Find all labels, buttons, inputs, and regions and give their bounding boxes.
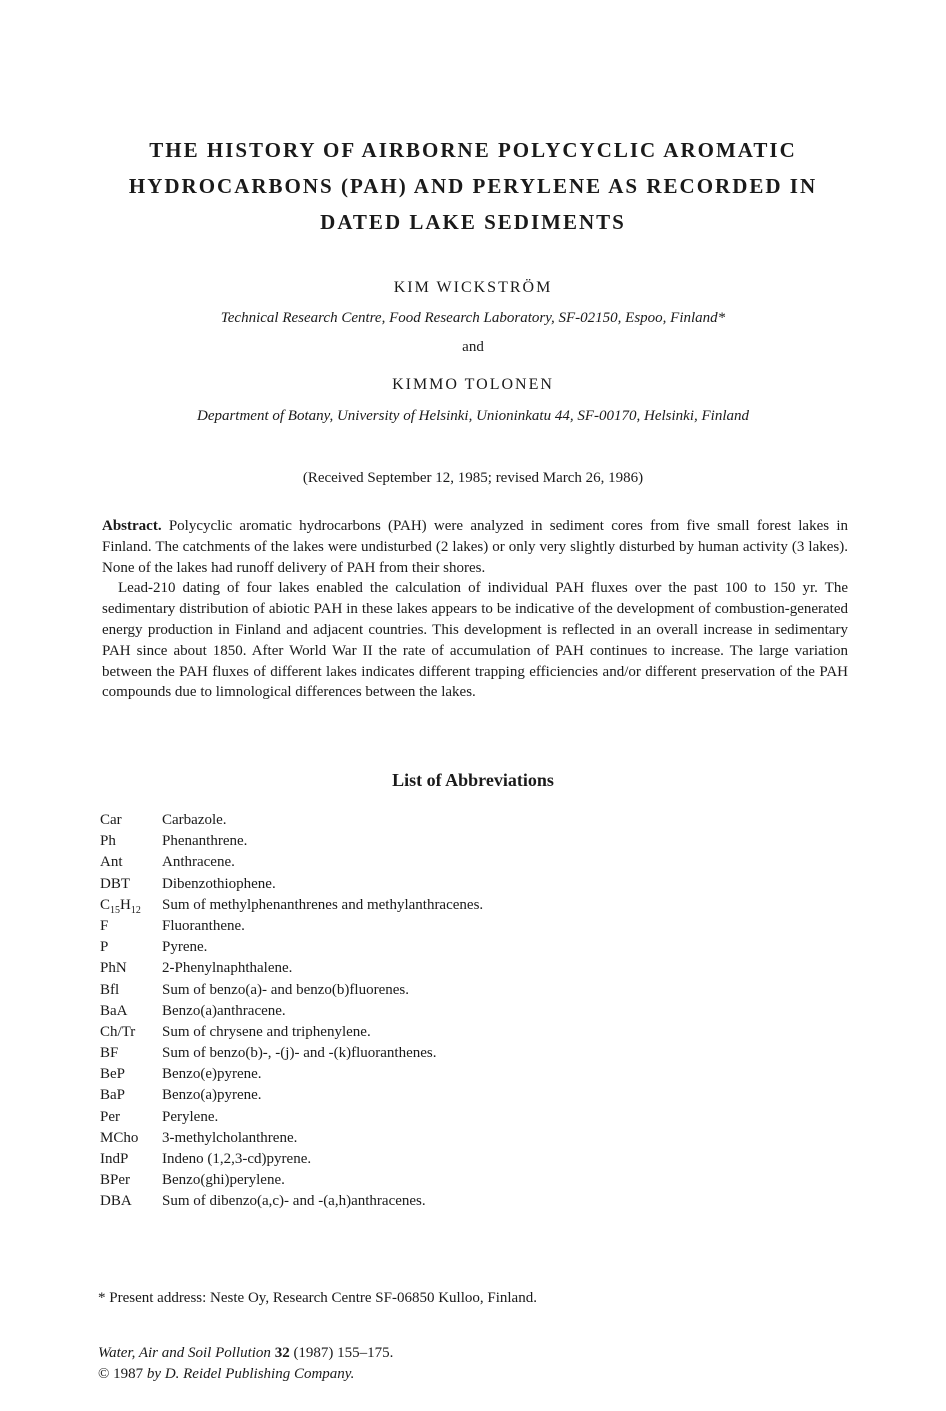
formula-element-h: H — [120, 896, 131, 913]
abbreviation-row — [100, 1022, 700, 1043]
abbreviations-heading: List of Abbreviations — [392, 770, 554, 790]
formula-subscript-12: 12 — [130, 904, 141, 916]
abbreviation-definition: Sum of benzo(b)-, -(j)- and -(k)fluoranthenes. — [162, 1045, 437, 1062]
abbreviation-row — [100, 937, 700, 958]
paper-title — [0, 132, 946, 240]
abbreviation-definition: Dibenzothiophene. — [162, 875, 276, 892]
abbreviation-row — [100, 1170, 700, 1191]
abbreviation-row — [100, 1149, 700, 1170]
footnote: * Present address: Neste Oy, Research Centre SF-06850 Kulloo, Finland. — [98, 1290, 537, 1306]
abbreviation-code: Car — [100, 812, 122, 828]
abbreviation-row — [100, 810, 700, 831]
abbreviation-code: BeP — [100, 1066, 126, 1083]
journal-name: Water, Air and Soil Pollution — [98, 1345, 271, 1361]
abbreviation-definition: Sum of chrysene and triphenylene. — [162, 1023, 371, 1040]
abbreviation-row — [100, 1191, 700, 1212]
abbreviation-definition: Indeno (1,2,3-cd)pyrene. — [162, 1151, 312, 1167]
author-separator: and — [462, 339, 484, 355]
author-2-affiliation: Department of Botany, University of Helsinki, Unioninkatu 44, SF-00170, Helsinki, Finland — [196, 408, 749, 424]
author-1-affiliation: Technical Research Centre, Food Research Laboratory, SF-02150, Espoo, Finland* — [220, 310, 726, 326]
abbreviation-code: Ph — [100, 833, 116, 850]
abbreviation-row — [100, 980, 700, 1001]
abbreviation-definition: Sum of benzo(a)- and benzo(b)fluorenes. — [162, 981, 409, 998]
title-line-1: THE HISTORY OF AIRBORNE POLYCYCLIC AROMATIC — [149, 138, 797, 162]
journal-citation — [98, 1343, 393, 1385]
author-2-name: KIMMO TOLONEN — [392, 376, 554, 393]
abbreviation-definition: Sum of dibenzo(a,c)- and -(a,h)anthracenes. — [162, 1193, 426, 1210]
journal-volume: 32 — [274, 1345, 290, 1361]
abbreviation-definition: Benzo(e)pyrene. — [162, 1066, 262, 1083]
author-1-name: KIM WICKSTRÖM — [393, 279, 553, 296]
title-line-2: HYDROCARBONS (PAH) AND PERYLENE AS RECORDED IN — [128, 174, 818, 198]
abbreviation-code: F — [100, 917, 109, 934]
abbreviation-code: MCho — [100, 1129, 139, 1146]
abbreviation-code: Per — [100, 1108, 120, 1125]
abbreviation-definition: Benzo(a)pyrene. — [162, 1087, 262, 1104]
formula-element-c: C — [100, 896, 111, 913]
abbreviation-definition: Pyrene. — [162, 939, 208, 956]
publisher: by D. Reidel Publishing Company. — [146, 1366, 355, 1382]
abbreviation-definition: Perylene. — [162, 1108, 219, 1125]
abbreviation-row — [100, 1107, 700, 1128]
abbreviation-definition: Benzo(a)anthracene. — [162, 1002, 286, 1019]
abbreviation-code: Ant — [100, 854, 123, 871]
abbreviation-definition: Benzo(ghi)perylene. — [162, 1172, 285, 1189]
abbreviation-row — [100, 874, 700, 895]
abbreviation-code: BF — [100, 1045, 119, 1062]
abbreviation-definition: Phenanthrene. — [162, 833, 248, 850]
abbreviation-row — [100, 916, 700, 937]
abbreviation-row — [100, 852, 700, 873]
abstract-label: Abstract. — [102, 518, 162, 534]
abbreviation-row — [100, 1043, 700, 1064]
abbreviation-code: DBA — [100, 1193, 132, 1210]
abstract-paragraph-1 — [102, 516, 848, 578]
abbreviation-row — [100, 895, 700, 916]
formula-subscript-15: 15 — [110, 904, 121, 916]
abstract-paragraph-2: Lead-210 dating of four lakes enabled the calculation of individual PAH fluxes over the past 100 to 150 yr. The sedimentary distribution of abiotic PAH in these lakes appears to be indicative of the development of combustion-generated energy production in Finland and adjacent countries. This development is reflected in an overall increase in sedimentary PAH since about 1850. After World War II the rate of accumulation of PAH continues to increase. The large variation between the PAH fluxes of different lakes indicates different trapping efficiencies and/or different preservation of the PAH compounds due to limnological differences between the lakes. — [102, 580, 848, 701]
abbreviation-code: Bfl — [100, 981, 120, 998]
abbreviation-code: DBT — [100, 875, 130, 892]
abbreviation-row — [100, 958, 700, 979]
abbreviations-list — [100, 810, 700, 1213]
abbreviation-row — [100, 1001, 700, 1022]
abbreviation-code: Ch/Tr — [100, 1023, 136, 1040]
abbreviation-definition: Fluoranthene. — [162, 917, 245, 934]
abbreviation-code: BPer — [100, 1172, 130, 1189]
abbreviation-definition: Carbazole. — [162, 812, 227, 828]
abbreviation-code: PhN — [100, 960, 127, 977]
abstract-text-1: Polycyclic aromatic hydrocarbons (PAH) were analyzed in sediment cores from five small forest lakes in Finland. The catchments of the lakes were undisturbed (2 lakes) or only very slightly disturbed by human activity (3 lakes). None of the lakes had runoff delivery of PAH from their shores. — [102, 518, 848, 576]
journal-line — [98, 1343, 393, 1364]
journal-pages: (1987) 155–175. — [293, 1345, 394, 1361]
abbreviation-definition: 3-methylcholanthrene. — [162, 1129, 298, 1146]
abbreviation-code: BaA — [100, 1002, 128, 1019]
abbreviation-code: P — [100, 939, 109, 956]
abstract — [102, 516, 848, 703]
abbreviation-row — [100, 1064, 700, 1085]
abbreviation-code: IndP — [100, 1151, 129, 1167]
copyright-symbol: © — [98, 1366, 110, 1382]
abbreviation-row — [100, 1128, 700, 1149]
copyright-year: 1987 — [113, 1366, 144, 1382]
received-dates: (Received September 12, 1985; revised March 26, 1986) — [302, 470, 644, 486]
title-line-3: DATED LAKE SEDIMENTS — [320, 210, 626, 234]
abbreviation-row — [100, 1085, 700, 1106]
abbreviation-definition: Anthracene. — [162, 854, 235, 871]
abbreviation-definition: 2-Phenylnaphthalene. — [162, 960, 293, 977]
abbreviation-code: BaP — [100, 1087, 126, 1104]
abbreviation-definition: Sum of methylphenanthrenes and methylanthracenes. — [162, 896, 484, 913]
copyright-line — [98, 1364, 393, 1385]
abbreviation-row — [100, 831, 700, 852]
